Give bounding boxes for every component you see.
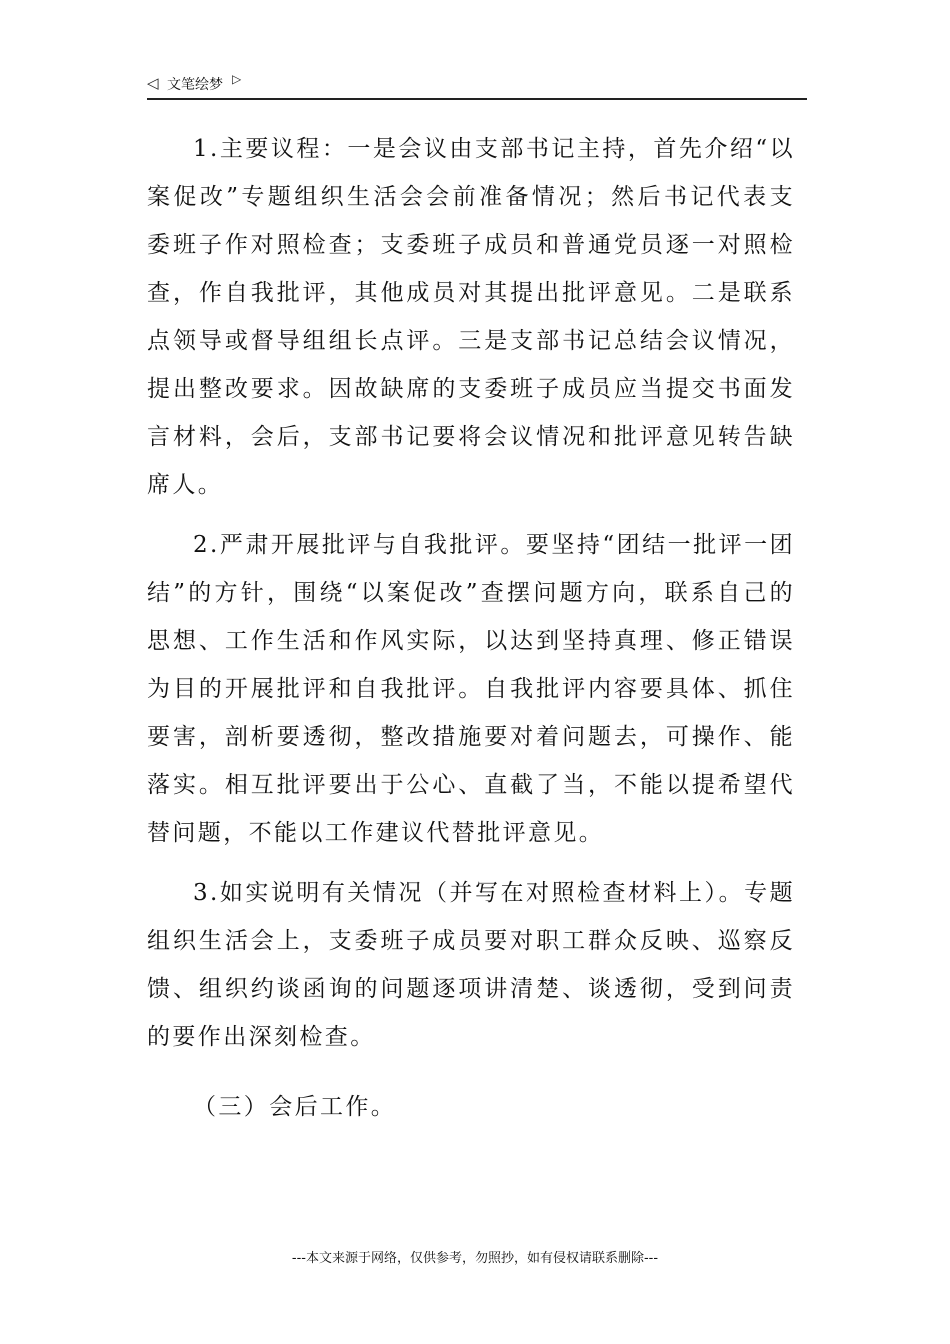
footer-disclaimer: ---本文来源于网络，仅供参考，勿照抄，如有侵权请联系删除--- bbox=[291, 1251, 659, 1266]
document-body bbox=[147, 125, 795, 1143]
right-triangle-icon: ▷ bbox=[232, 72, 242, 86]
paragraph-explanation: 3.如实说明有关情况（并写在对照检查材料上）。专题组织生活会上，支委班子成员要对职工群众反映、巡察反馈、组织约谈函询的问题逐项讲清楚、谈透彻，受到问责的要作出深刻检查。 bbox=[147, 880, 795, 1050]
paragraph-criticism: 2.严肃开展批评与自我批评。要坚持“团结一批评一团结”的方针，围绕“以案促改”查摆问题方向，联系自己的思想、工作生活和作风实际，以达到坚持真理、修正错误为目的开展批评和自我批评。自我批评内容要具体、抓住要害，剖析要透彻，整改措施要对着问题去，可操作、能落实。相互批评要出于公心、直截了当，不能以提希望代替问题，不能以工作建议代替批评意见。 bbox=[147, 532, 795, 846]
page-header bbox=[147, 72, 807, 100]
left-triangle-icon: ◁ bbox=[147, 74, 159, 92]
paragraph-agenda: 1.主要议程：一是会议由支部书记主持，首先介绍“以案促改”专题组织生活会会前准备情况；然后书记代表支委班子作对照检查；支委班子成员和普通党员逐一对照检查，作自我批评，其他成员对其提出批评意见。二是联系点领导或督导组组长点评。三是支部书记总结会议情况，提出整改要求。因故缺席的支委班子成员应当提交书面发言材料，会后，支部书记要将会议情况和批评意见转告缺席人。 bbox=[147, 136, 795, 498]
section-heading: （三）会后工作。 bbox=[193, 1094, 397, 1120]
header-brand: 文笔绘梦 bbox=[167, 77, 223, 93]
